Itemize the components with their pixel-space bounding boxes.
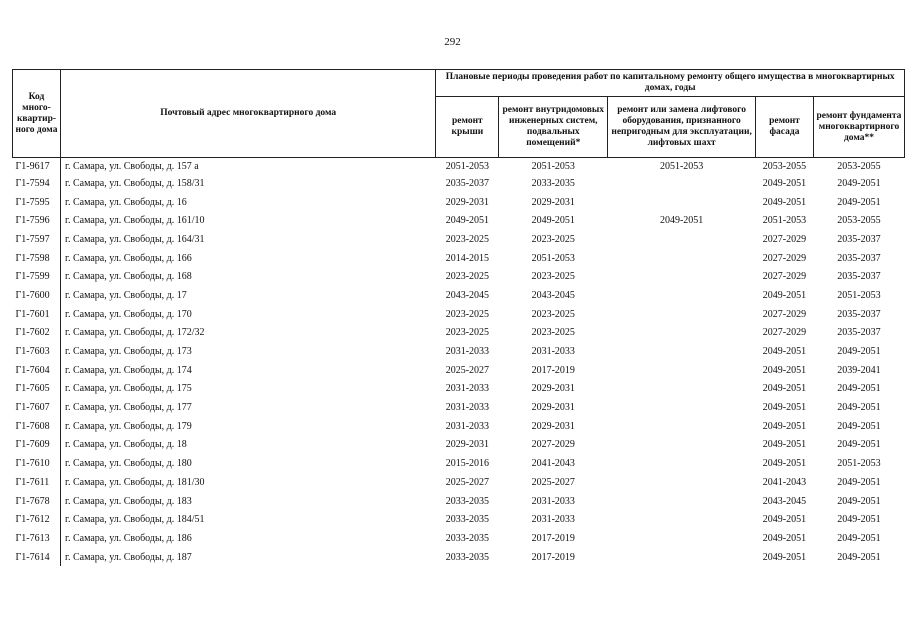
row-elevator-cell [608, 417, 756, 436]
row-elevator-cell [608, 249, 756, 268]
row-roof-cell: 2029-2031 [445, 196, 490, 208]
row-address-cell: г. Самара, ул. Свободы, д. 180 [64, 458, 192, 470]
row-engineering-cell: 2049-2051 [531, 215, 575, 227]
row-foundation-cell: 2035-2037 [837, 271, 881, 283]
row-address-cell: г. Самара, ул. Свободы, д. 168 [64, 271, 192, 283]
row-address-cell: г. Самара, ул. Свободы, д. 187 [64, 551, 192, 563]
row-foundation-cell: 2051-2053 [837, 289, 881, 301]
row-facade-cell: 2027-2029 [762, 271, 807, 283]
row-foundation-cell: 2049-2051 [837, 346, 881, 358]
row-facade-cell: 2049-2051 [762, 420, 807, 432]
row-foundation-cell: 2039-2041 [837, 364, 881, 376]
row-elevator-cell [608, 398, 756, 417]
table-row [13, 529, 905, 548]
row-roof-cell: 2033-2035 [445, 532, 490, 544]
row-elevator-cell [608, 230, 756, 249]
row-foundation-cell: 2051-2053 [837, 458, 881, 470]
table-row [13, 174, 905, 193]
row-roof-cell: 2025-2027 [445, 364, 490, 376]
row-engineering-cell: 2043-2045 [531, 289, 575, 301]
row-code-cell: Г1-7614 [13, 548, 61, 567]
row-code-cell: Г1-7598 [13, 249, 61, 268]
row-elevator-cell [608, 436, 756, 455]
row-engineering-cell: 2029-2031 [531, 196, 575, 208]
page-number: 292 [444, 36, 461, 48]
row-foundation-cell: 2035-2037 [837, 252, 881, 264]
row-roof-cell: 2031-2033 [445, 402, 490, 414]
table-row [13, 398, 905, 417]
row-roof-cell: 2033-2035 [445, 551, 490, 563]
row-roof-cell: 2035-2037 [445, 177, 490, 189]
row-engineering-cell: 2029-2031 [531, 402, 575, 414]
table-row [13, 342, 905, 361]
row-roof-cell: 2023-2025 [445, 271, 490, 283]
row-elevator-cell [608, 305, 756, 324]
row-engineering-cell: 2025-2027 [531, 476, 575, 488]
row-code-cell: Г1-7678 [13, 492, 61, 511]
row-elevator-cell [608, 267, 756, 286]
row-foundation-cell: 2049-2051 [837, 420, 881, 432]
table-row [13, 380, 905, 399]
row-facade-cell: 2053-2055 [762, 160, 807, 172]
row-address-cell: г. Самара, ул. Свободы, д. 181/30 [64, 476, 205, 488]
row-facade-cell: 2041-2043 [762, 476, 807, 488]
header-code: Код много-квартир-ного дома [13, 70, 61, 158]
header-elevator: ремонт или замена лифтового оборудования, признанного непригодным для эксплуатации, лифтовых шахт [608, 97, 756, 158]
row-engineering-cell: 2051-2053 [531, 252, 575, 264]
row-facade-cell: 2049-2051 [762, 402, 807, 414]
row-code-cell: Г1-7608 [13, 417, 61, 436]
header-periods-group: Плановые периоды проведения работ по капитальному ремонту общего имущества в многоквартирных домах, годы [436, 70, 905, 97]
row-foundation-cell: 2049-2051 [837, 551, 881, 563]
row-facade-cell: 2027-2029 [762, 327, 807, 339]
row-elevator-cell [608, 454, 756, 473]
row-code-cell: Г1-7605 [13, 380, 61, 399]
row-facade-cell: 2049-2051 [762, 551, 807, 563]
row-foundation-cell: 2053-2055 [837, 215, 881, 227]
row-engineering-cell: 2041-2043 [531, 458, 575, 470]
row-facade-cell: 2043-2045 [762, 495, 807, 507]
row-engineering-cell: 2029-2031 [531, 383, 575, 395]
row-facade-cell: 2027-2029 [762, 252, 807, 264]
row-facade-cell: 2049-2051 [762, 532, 807, 544]
header-roof: ремонт крыши [436, 97, 499, 158]
row-roof-cell: 2023-2025 [445, 233, 490, 245]
table-row [13, 454, 905, 473]
row-foundation-cell: 2035-2037 [837, 308, 881, 320]
row-engineering-cell: 2031-2033 [531, 514, 575, 526]
row-engineering-cell: 2023-2025 [531, 327, 575, 339]
row-foundation-cell: 2049-2051 [837, 495, 881, 507]
table-row [13, 324, 905, 343]
row-address-cell: г. Самара, ул. Свободы, д. 175 [64, 383, 192, 395]
row-roof-cell: 2049-2051 [445, 215, 490, 227]
row-engineering-cell: 2031-2033 [531, 495, 575, 507]
row-roof-cell: 2015-2016 [445, 458, 490, 470]
table-row [13, 249, 905, 268]
row-facade-cell: 2049-2051 [762, 177, 807, 189]
table-row [13, 305, 905, 324]
row-roof-cell: 2043-2045 [445, 289, 490, 301]
row-elevator-cell [608, 380, 756, 399]
header-facade: ремонт фасада [756, 97, 814, 158]
row-elevator-cell [608, 286, 756, 305]
table-row [13, 548, 905, 567]
row-foundation-cell: 2049-2051 [837, 476, 881, 488]
row-elevator-cell [608, 324, 756, 343]
row-address-cell: г. Самара, ул. Свободы, д. 16 [64, 196, 187, 208]
header-engineering: ремонт внутридомовых инженерных систем, подвальных помещений* [499, 97, 608, 158]
row-roof-cell: 2025-2027 [445, 476, 490, 488]
row-code-cell: Г1-7611 [13, 473, 61, 492]
table-row [13, 473, 905, 492]
row-code-cell: Г1-7609 [13, 436, 61, 455]
row-engineering-cell: 2033-2035 [531, 177, 575, 189]
row-code-cell: Г1-7600 [13, 286, 61, 305]
row-foundation-cell: 2049-2051 [837, 383, 881, 395]
row-facade-cell: 2027-2029 [762, 233, 807, 245]
row-foundation-cell: 2049-2051 [837, 177, 881, 189]
table-row [13, 193, 905, 212]
row-address-cell: г. Самара, ул. Свободы, д. 179 [64, 420, 192, 432]
row-code-cell: Г1-7599 [13, 267, 61, 286]
row-roof-cell: 2031-2033 [445, 346, 490, 358]
row-facade-cell: 2049-2051 [762, 383, 807, 395]
row-foundation-cell: 2049-2051 [837, 439, 881, 451]
table-row [13, 211, 905, 230]
row-code-cell: Г1-7596 [13, 211, 61, 230]
row-facade-cell: 2049-2051 [762, 346, 807, 358]
row-engineering-cell: 2023-2025 [531, 308, 575, 320]
row-address-cell: г. Самара, ул. Свободы, д. 184/51 [64, 514, 205, 526]
row-address-cell: г. Самара, ул. Свободы, д. 17 [64, 289, 187, 301]
row-facade-cell: 2049-2051 [762, 458, 807, 470]
table-row [13, 267, 905, 286]
row-address-cell: г. Самара, ул. Свободы, д. 172/32 [64, 327, 205, 339]
row-engineering-cell: 2051-2053 [531, 160, 575, 172]
row-engineering-cell: 2017-2019 [531, 364, 575, 376]
row-facade-cell: 2049-2051 [762, 439, 807, 451]
row-engineering-cell: 2023-2025 [531, 271, 575, 283]
header-foundation: ремонт фундамента многоквартирного дома** [813, 97, 904, 158]
row-address-cell: г. Самара, ул. Свободы, д. 157 а [64, 160, 199, 172]
row-code-cell: Г1-9617 [13, 158, 61, 175]
row-address-cell: г. Самара, ул. Свободы, д. 173 [64, 346, 192, 358]
row-engineering-cell: 2017-2019 [531, 532, 575, 544]
row-elevator-cell [608, 473, 756, 492]
row-roof-cell: 2023-2025 [445, 308, 490, 320]
row-address-cell: г. Самара, ул. Свободы, д. 164/31 [64, 233, 205, 245]
row-address-cell: г. Самара, ул. Свободы, д. 186 [64, 532, 192, 544]
row-code-cell: Г1-7607 [13, 398, 61, 417]
row-facade-cell: 2027-2029 [762, 308, 807, 320]
row-elevator-cell [608, 510, 756, 529]
row-address-cell: г. Самара, ул. Свободы, д. 18 [64, 439, 187, 451]
row-elevator-cell [608, 492, 756, 511]
row-foundation-cell: 2049-2051 [837, 532, 881, 544]
table-body [13, 158, 905, 567]
row-facade-cell: 2049-2051 [762, 196, 807, 208]
row-roof-cell: 2051-2053 [445, 160, 490, 172]
table-row [13, 417, 905, 436]
row-code-cell: Г1-7602 [13, 324, 61, 343]
row-foundation-cell: 2049-2051 [837, 402, 881, 414]
table-row [13, 361, 905, 380]
row-code-cell: Г1-7594 [13, 174, 61, 193]
row-elevator-cell: 2051-2053 [659, 160, 704, 172]
row-foundation-cell: 2035-2037 [837, 327, 881, 339]
row-elevator-cell [608, 193, 756, 212]
row-address-cell: г. Самара, ул. Свободы, д. 170 [64, 308, 192, 320]
row-facade-cell: 2049-2051 [762, 514, 807, 526]
row-roof-cell: 2033-2035 [445, 514, 490, 526]
row-address-cell: г. Самара, ул. Свободы, д. 183 [64, 495, 192, 507]
row-elevator-cell: 2049-2051 [659, 215, 704, 227]
row-code-cell: Г1-7612 [13, 510, 61, 529]
table-row [13, 286, 905, 305]
row-engineering-cell: 2029-2031 [531, 420, 575, 432]
row-roof-cell: 2031-2033 [445, 420, 490, 432]
row-foundation-cell: 2053-2055 [837, 160, 881, 172]
row-roof-cell: 2033-2035 [445, 495, 490, 507]
row-roof-cell: 2031-2033 [445, 383, 490, 395]
row-engineering-cell: 2017-2019 [531, 551, 575, 563]
row-elevator-cell [608, 529, 756, 548]
row-code-cell: Г1-7601 [13, 305, 61, 324]
row-elevator-cell [608, 174, 756, 193]
row-facade-cell: 2051-2053 [762, 215, 807, 227]
row-address-cell: г. Самара, ул. Свободы, д. 166 [64, 252, 192, 264]
row-code-cell: Г1-7610 [13, 454, 61, 473]
row-roof-cell: 2029-2031 [445, 439, 490, 451]
row-code-cell: Г1-7597 [13, 230, 61, 249]
table-row [13, 230, 905, 249]
row-address-cell: г. Самара, ул. Свободы, д. 161/10 [64, 215, 205, 227]
row-roof-cell: 2023-2025 [445, 327, 490, 339]
row-address-cell: г. Самара, ул. Свободы, д. 158/31 [64, 177, 205, 189]
table-row [13, 436, 905, 455]
row-code-cell: Г1-7604 [13, 361, 61, 380]
row-facade-cell: 2049-2051 [762, 364, 807, 376]
table-row [13, 158, 905, 175]
table-row [13, 510, 905, 529]
row-code-cell: Г1-7595 [13, 193, 61, 212]
row-elevator-cell [608, 342, 756, 361]
row-engineering-cell: 2023-2025 [531, 233, 575, 245]
row-address-cell: г. Самара, ул. Свободы, д. 177 [64, 402, 192, 414]
row-engineering-cell: 2031-2033 [531, 346, 575, 358]
row-foundation-cell: 2049-2051 [837, 514, 881, 526]
row-elevator-cell [608, 548, 756, 567]
row-facade-cell: 2049-2051 [762, 289, 807, 301]
header-address: Почтовый адрес многоквартирного дома [60, 70, 435, 158]
row-foundation-cell: 2049-2051 [837, 196, 881, 208]
repair-schedule-table [12, 69, 905, 566]
row-code-cell: Г1-7613 [13, 529, 61, 548]
row-elevator-cell [608, 361, 756, 380]
row-foundation-cell: 2035-2037 [837, 233, 881, 245]
row-roof-cell: 2014-2015 [445, 252, 490, 264]
table-row [13, 492, 905, 511]
row-code-cell: Г1-7603 [13, 342, 61, 361]
row-engineering-cell: 2027-2029 [531, 439, 575, 451]
row-address-cell: г. Самара, ул. Свободы, д. 174 [64, 364, 192, 376]
